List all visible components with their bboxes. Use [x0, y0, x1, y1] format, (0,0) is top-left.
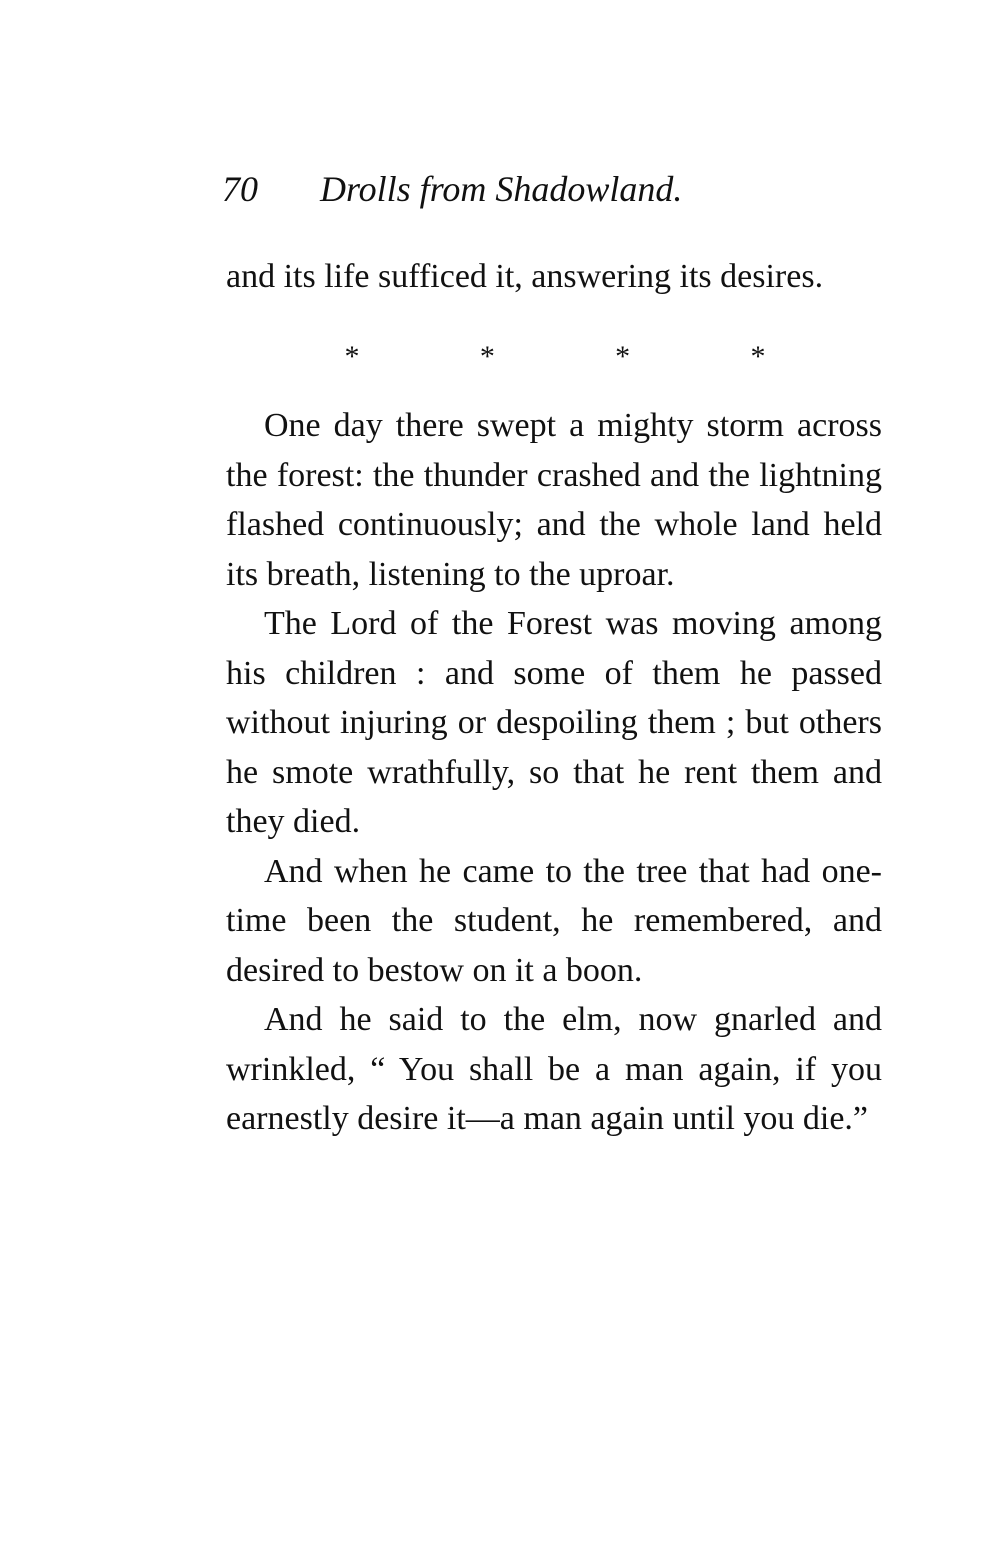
paragraph-tree-student: And when he came to the tree that had one-time been the student, he remembered, and desired to bestow on it a boon.	[226, 852, 882, 989]
paragraph-lord-of-forest: The Lord of the Forest was moving among his children : and some of them he passed without injuring or despoiling them ; but others he smote wrathfully, so that he rent them and they died.	[226, 605, 882, 840]
body-text	[226, 401, 882, 1144]
asterisk-mark: *	[615, 340, 631, 373]
book-title: Drolls from Shadowland.	[320, 169, 683, 209]
continuation-block	[226, 252, 882, 302]
section-break	[340, 342, 770, 372]
running-head	[222, 168, 682, 210]
asterisk-mark: *	[750, 340, 766, 373]
paragraph-elm-speech: And he said to the elm, now gnarled and wrinkled, “ You shall be a man again, if you earnestly desire it—a man again until you die.”	[226, 1001, 882, 1137]
asterisk-mark: *	[479, 340, 495, 373]
paragraph-storm: One day there swept a mighty storm across the forest: the thunder crashed and the lightning flashed continuously; and the whole land held its breath, listening to the uproar.	[226, 407, 882, 593]
page-number: 70	[222, 169, 258, 209]
asterisk-mark: *	[344, 340, 360, 373]
continuation-paragraph: and its life sufficed it, answering its desires.	[226, 258, 824, 295]
